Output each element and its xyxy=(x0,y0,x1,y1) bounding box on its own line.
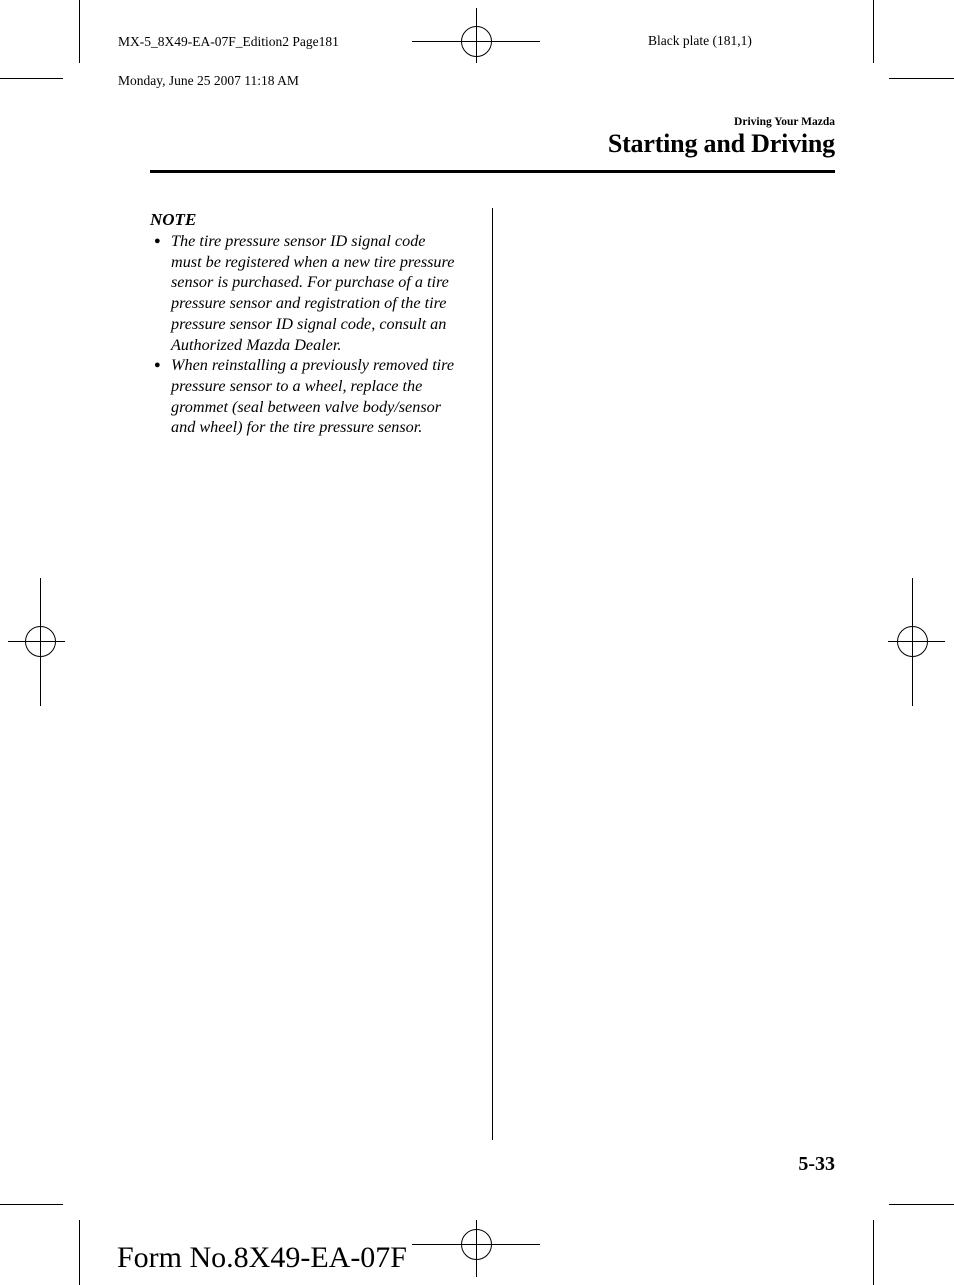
registration-mark-right-circle xyxy=(897,626,928,657)
registration-mark-top-circle xyxy=(461,26,492,57)
note-line: pressure sensor ID signal code, consult an xyxy=(171,314,447,333)
print-slug-filename: MX-5_8X49-EA-07F_Edition2 Page181 xyxy=(118,34,339,49)
note-line: and wheel) for the tire pressure sensor. xyxy=(171,418,423,437)
bullet-icon: ● xyxy=(154,359,161,372)
note-line: must be registered when a new tire pressure xyxy=(171,252,455,271)
note-line: When reinstalling a previously removed tire xyxy=(171,356,455,375)
crop-mark-bottom-right-vertical xyxy=(873,1220,874,1285)
crop-mark-top-right-horizontal xyxy=(889,78,954,79)
crop-mark-top-left-vertical xyxy=(79,0,80,63)
crop-mark-bottom-left-horizontal xyxy=(0,1204,63,1205)
registration-mark-left-circle xyxy=(25,626,56,657)
bullet-icon: ● xyxy=(154,235,161,247)
page-number: 5-33 xyxy=(798,1153,835,1175)
crop-mark-top-right-vertical xyxy=(873,0,874,63)
note-block xyxy=(150,209,480,438)
form-number: Form No.8X49-EA-07F xyxy=(117,1241,407,1274)
note-line: sensor is purchased. For purchase of a tire xyxy=(171,273,449,292)
crop-mark-bottom-left-vertical xyxy=(79,1220,80,1285)
column-divider xyxy=(492,208,493,1140)
crop-mark-bottom-right-horizontal xyxy=(889,1204,954,1205)
crop-mark-top-left-horizontal xyxy=(0,78,63,79)
note-line: pressure sensor to a wheel, replace the xyxy=(171,376,423,395)
note-line: pressure sensor and registration of the tire xyxy=(171,294,447,313)
print-slug-timestamp: Monday, June 25 2007 11:18 AM xyxy=(118,73,299,88)
section-label: Driving Your Mazda xyxy=(734,116,835,128)
note-item-1 xyxy=(150,231,480,355)
note-heading: NOTE xyxy=(150,210,197,229)
print-slug xyxy=(118,9,339,100)
note-line: Authorized Mazda Dealer. xyxy=(171,335,342,354)
page-title: Starting and Driving xyxy=(607,129,835,158)
note-item-2 xyxy=(150,355,480,438)
title-rule xyxy=(150,170,835,173)
note-line: grommet (seal between valve body/sensor xyxy=(171,397,442,416)
plate-label: Black plate (181,1) xyxy=(648,33,752,48)
registration-mark-bottom-circle xyxy=(461,1229,492,1260)
note-line: The tire pressure sensor ID signal code xyxy=(171,232,426,250)
note-list xyxy=(150,231,480,438)
